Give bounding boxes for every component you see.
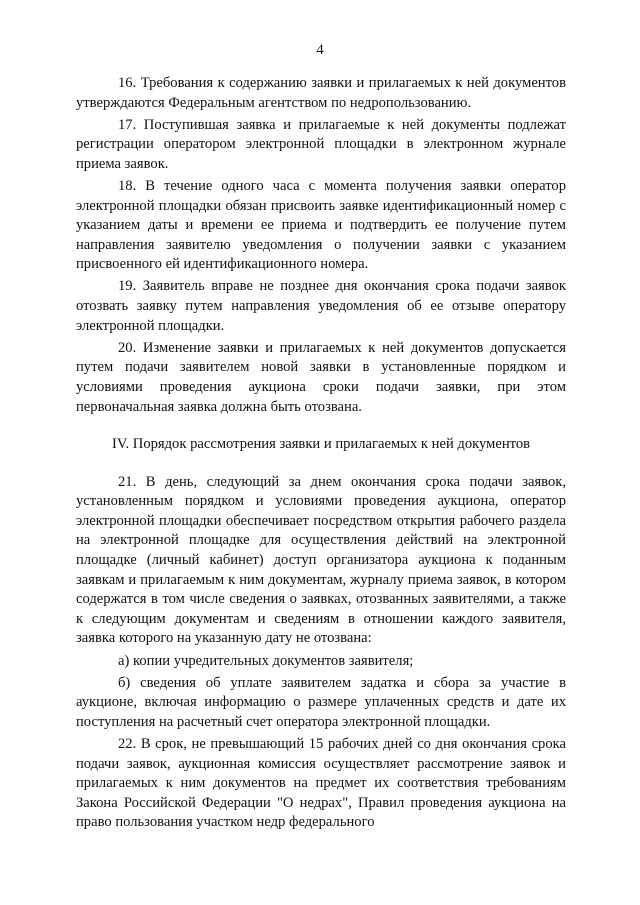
page-number: 4 (316, 42, 324, 58)
paragraph-21: 21. В день, следующий за днем окончания срока подачи заявок, установленным порядком и условиями проведения аукциона, оператор электронной площадки обеспечивает посредством открытия рабочего раздела на электронной площадке для осуществления действий на электронной площадке (личный кабинет) доступ организатора аукциона к поданным заявкам и прилагаемым к ним документам, журналу приема заявок, в котором содержатся в том числе сведения о заявках, отозванных заявителями, а также к следующим документам и сведениям в отношении каждого заявителя, заявка которого на указанную дату не отозвана: (76, 473, 566, 647)
paragraph-20: 20. Изменение заявки и прилагаемых к ней документов допускается путем подачи заявителем новой заявки в установленные порядком и условиями проведения аукциона сроки подачи заявки, при этом первоначальная заявка должна быть отозвана. (76, 339, 566, 415)
paragraph-17: 17. Поступившая заявка и прилагаемые к ней документы подлежат регистрации оператором электронной площадки в электронном журнале приема заявок. (76, 116, 566, 172)
section-heading: IV. Порядок рассмотрения заявки и прилагаемых к ней документов (111, 436, 531, 453)
document-body (76, 74, 566, 835)
paragraph-16: 16. Требования к содержанию заявки и прилагаемых к ней документов утверждаются Федеральным агентством по недропользованию. (76, 75, 566, 111)
paragraph-22: 22. В срок, не превышающий 15 рабочих дней со дня окончания срока подачи заявок, аукционная комиссия осуществляет рассмотрение заявок и прилагаемых к ним документов на предмет их соответствия требованиям Закона Российской Федерации "О недрах", Правил проведения аукциона на право пользования участком недр федерального (76, 735, 566, 831)
list-item-a: а) копии учредительных документов заявителя; (118, 652, 414, 669)
paragraph-18: 18. В течение одного часа с момента получения заявки оператор электронной площадки обязан присвоить заявке идентификационный номер с указанием даты и времени ее приема и подтвердить ее получение путем направления заявителю уведомления о получении заявки с указанием присвоенного ей идентификационного номера. (76, 177, 566, 273)
paragraph-19: 19. Заявитель вправе не позднее дня окончания срока подачи заявок отозвать заявку путем направления уведомления об ее отзыве оператору электронной площадки. (76, 278, 566, 334)
list-item-b: б) сведения об уплате заявителем задатка и сбора за участие в аукционе, включая информацию о размере уплаченных средств и дате их поступления на расчетный счет оператора электронной площадки. (76, 674, 566, 730)
